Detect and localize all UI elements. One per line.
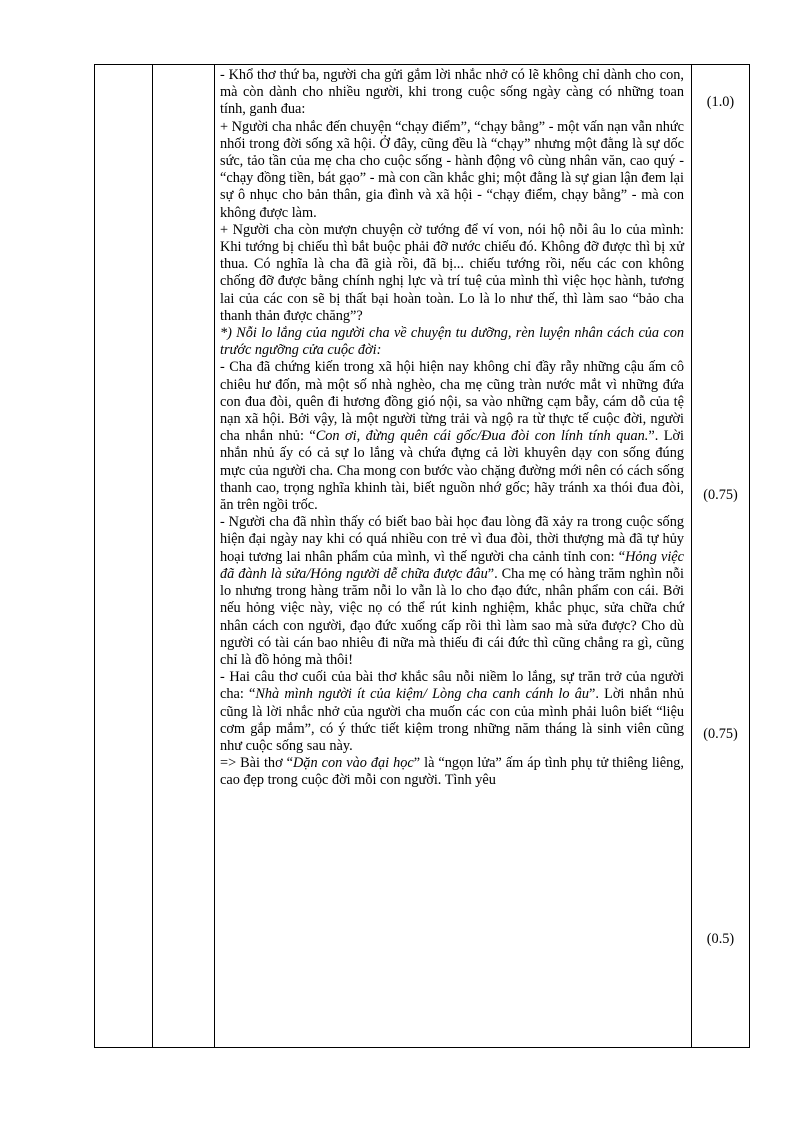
paragraph-dua-doi [220,359,684,514]
section-heading-nhan-cach [220,325,684,359]
text-run: ”. Lời nhắn nhủ ấy có cả sự lo lắng và chứa đựng cả lời khuyên dạy con sống đúng mực của người cha. Cha mong con bước vào chặng đường mới nên có cách sống thanh cao, trọng nghĩa khinh tài, biết nguồn nhớ gốc; hãy tránh xa thói đua đòi, ăn trên ngồi trốc. [220,428,684,514]
text-run: ”. Cha mẹ có hàng trăm nghìn nỗi lo nhưng trong hàng trăm nỗi lo vẫn là lo cho đạo đức, nhân phẩm con cái. Bởi nếu hỏng việc này, việc nọ có thể rút kinh nghiệm, khắc phục, sửa chữa chứ nhân cách con người, đạo đức xuống cấp rồi thì làm sao mà sửa được? Cho dù người có tài cán bao nhiêu đi nữa mà thiếu đi cái đức thì cũng chẳng ra gì, cũng chỉ là đồ hỏng mà thôi! [220,565,684,668]
poem-quote: Con ơi, đừng quên cái gốc/Đua đòi con lính tính quan. [315,428,649,445]
grading-table [94,64,750,1048]
empty-cell-1 [95,65,153,1048]
paragraph-conclusion [220,755,684,789]
answer-content-cell [215,65,692,1048]
text-run: ” là “ngọn lửa” ấm áp tình phụ tử thiêng liêng, cao đẹp trong cuộc đời mỗi con người. Tình yêu [220,755,684,789]
table-row [95,65,750,1048]
score-4: (0.5) [706,931,735,947]
text-run: - Người cha đã nhìn thấy có biết bao bài học đau lòng đã xảy ra trong cuộc sống hiện đại ngày nay khi có quá nhiều con trẻ vì đua đòi, thời thượng mà đã tự hủy hoại tương lai nhân phẩm của mình, vì thế người cha cảnh tỉnh con: “ [220,514,684,565]
poem-title: Dặn con vào đại học [292,755,414,772]
empty-cell-2 [153,65,215,1048]
poem-quote: Hỏng việc đã đành là sửa/Hỏng người dễ chữa được đâu [220,548,685,582]
score-cell [692,65,750,1048]
text-run: - Hai câu thơ cuối của bài thơ khắc sâu nỗi niềm lo lắng, sự trăn trở của người cha: “ [220,669,684,703]
heading-text: *) Nỗi lo lắng của người cha về chuyện tu dưỡng, rèn luyện nhân cách của con trước ngưỡng cửa cuộc đời: [220,325,684,359]
poem-quote: Nhà mình người ít của kiệm/ Lòng cha canh cánh lo âu [255,686,590,703]
paragraph-chay-diem: + Người cha nhắc đến chuyện “chạy điểm”, “chạy bằng” - một vấn nạn vẫn nhức nhối trong đời sống xã hội. Ở đây, cũng đều là “chạy” nhưng một đằng là sự dốc sức, tảo tần của mẹ cha cho cuộc sống - hành động vô cùng nhân văn, cao quý - “chạy đồng tiền, bát gạo” - mà con cần khắc ghi; một đằng là sự gian lận đem lại sự ô nhục cho bản thân, gia đình và xã hội - “chạy điểm, chạy bằng” - mà con không được làm. [220,118,684,221]
text-run: => Bài thơ “ [220,755,293,772]
paragraph-hong-nguoi [220,514,684,669]
score-3: (0.75) [703,726,738,742]
score-1: (1.0) [706,94,735,110]
text-run: ”. Lời nhắn nhủ cũng là lời nhắc nhở của người cha muốn các con của mình phải luôn biết “liệu cơm gắp mắm”, có ý thức tiết kiệm trong những năm tháng là sinh viên cũng như cuộc sống sau này. [220,686,684,754]
paragraph-stanza-three: - Khổ thơ thứ ba, người cha gửi gắm lời nhắc nhở có lẽ không chỉ dành cho con, mà còn dành cho nhiều người, khi trong cuộc sống ngày càng có những toan tính, ganh đua: [220,67,684,118]
score-2: (0.75) [703,487,738,503]
paragraph-co-tuong: + Người cha còn mượn chuyện cờ tướng để ví von, nói hộ nỗi âu lo của mình: Khi tướng bị chiếu thì bắt buộc phải đỡ nước chiếu đó. Không đỡ được thì bị xử thua. Có nghĩa là cha đã già rồi, đã bị... chiếu tướng rồi, nếu các con không chống đỡ được bằng chính nghị lực và trí tuệ của mình thì việc học hành, tương lai của các con sẽ bị thất bại hoàn toàn. Lo là lo như thế, thì làm sao “bảo cha thanh thản được chăng”? [220,221,684,324]
text-run: - Cha đã chứng kiến trong xã hội hiện nay không chỉ đầy rẫy những cậu ấm cô chiêu hư đốn, mà một số nhà nghèo, cha mẹ cũng tràn nước mắt vì những đứa con đua đòi, quên đi hương đồng gió nội, sa vào những cạm bẫy, cám dỗ của tệ nạn xã hội. Bởi vậy, là một người từng trải và ngộ ra từ thực tế cuộc đời, người cha nhắn nhủ: “ [220,359,684,445]
paragraph-hai-cau-cuoi [220,669,684,755]
